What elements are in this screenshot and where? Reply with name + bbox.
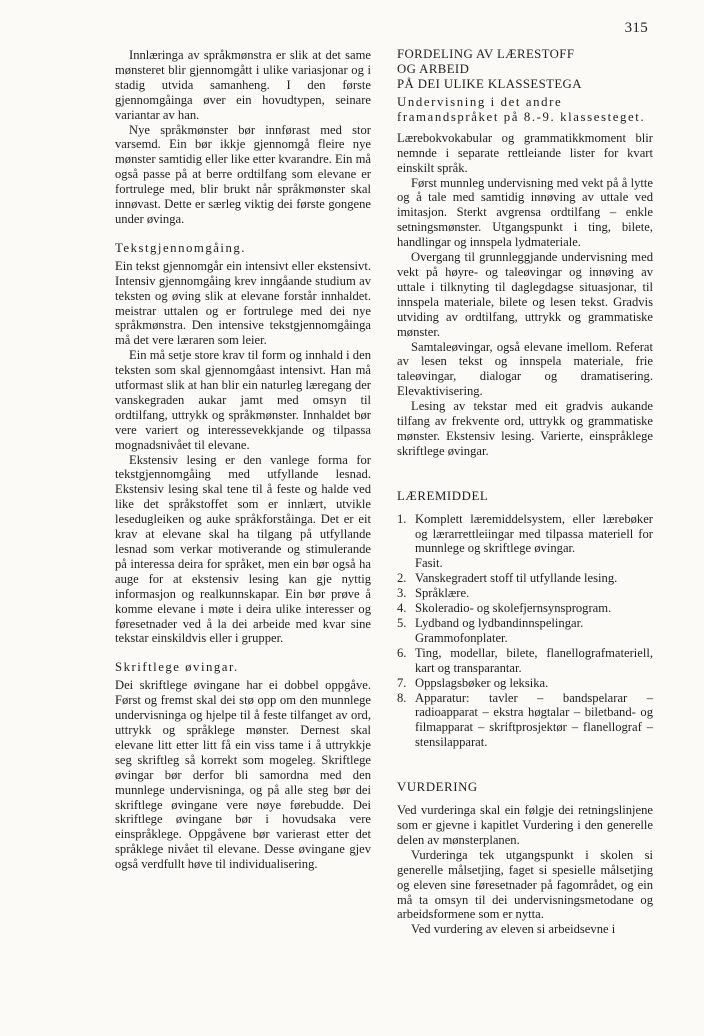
distribution-heading-line-2: OG ARBEID [397, 62, 470, 76]
text-section-paragraph-1: Ein tekst gjennomgår ein intensivt eller ekstensivt. Intensiv gjennomgåing krev inngåande studium av teksten og øving slik at elevane forstår innhaldet. meistrar uttalen og er fortrulege med dei nye språkmønstra. Den intensive tekstgjennomgåinga må det vere læraren som leier. [115, 258, 371, 348]
writing-section-heading: Skriftlege øvingar. [115, 660, 239, 675]
materials-list [397, 512, 653, 751]
list-item-text: Skoleradio- og skolefjernsynsprogram. [415, 601, 612, 616]
text-section-paragraph-3: Ekstensiv lesing er den vanlege forma for tekstgjennomgåing med utfyllande lesnad. Ekstensiv lesing skal tene til å feste og halde ved like det språkstoffet som er innlært, utvikle lesedugleiken og auke språkforståinga. Det er eit krav at elevane skal ha tilgang på utfyllande lesnad som verkar motiverande og stimulerande på interessa deira for språket, men ein bør også ha auge for at ekstensiv lesing kan gje nyttig informasjon og realkunnskapar. Ein bør prøve å komme elevane i møte i deira ulike interesser og føresetnader ved å la dei arbeide med kvar sine tekstar einskildvis eller i grupper. [115, 452, 371, 646]
distribution-paragraph-5: Lesing av tekstar med eit gradvis aukande tilfang av frekvente ord, uttrykk og grammatiske mønster. Ekstensiv lesing. Varierte, einspråklege skriftlege øvingar. [397, 399, 653, 458]
list-item [397, 676, 653, 691]
list-item [397, 601, 653, 616]
list-item-subtext: Grammofonplater. [415, 630, 508, 645]
list-item-text: Vanskegradert stoff til utfyllande lesing. [415, 571, 618, 586]
list-item-text: Ting, modellar, bilete, flanellografmateriell, kart og transparantar. [415, 645, 653, 675]
list-item-number: 3. [397, 586, 407, 601]
list-item [397, 512, 653, 572]
list-item-text: Lydband og lydbandinnspelingar. [415, 616, 584, 630]
list-item [397, 646, 653, 676]
list-item-text: Språklære. [415, 586, 470, 601]
list-item-number: 6. [397, 645, 407, 660]
assessment-paragraph-1: Ved vurderinga skal ein følgje dei retningslinjene som er gjevne i kapitlet Vurdering i den generelle delen av mønsterplanen. [397, 803, 653, 847]
intro-paragraph-1: Innlæringa av språkmønstra er slik at det same mønsteret blir gjennomgått i ulike variasjonar og i stadig utvida samanheng. I den første gjennomgåinga øver ein hovudtypen, seinare variantar av han. [115, 48, 371, 122]
distribution-paragraph-4: Samtaleøvingar, også elevane imellom. Referat av lesen tekst og innspela materiale, frie taleøvingar, dialogar og dramatisering. Elevaktivisering. [397, 339, 653, 399]
list-item-number: 4. [397, 601, 407, 616]
list-item-text: Apparatur: tavler – bandspelarar – radioapparat – ekstra høgtalar – biletband- og filmapparat – skriftprosjektør – flanellograf – stensilapparat. [415, 690, 653, 750]
list-item-number: 2. [397, 571, 407, 586]
distribution-paragraph-2: Først munnleg undervisning med vekt på å lytte og å tale med samtidig innøving av uttale ved imitasjon. Sterkt avgrensa ordtilfang – enkle setningsmønster. Utgangspunkt i ting, bilete, handlingar og innspela lydmateriale. [397, 175, 653, 250]
list-item-number: 1. [397, 511, 407, 526]
list-item [397, 616, 653, 646]
distribution-lead: Undervisning i det andre framandspråket på 8.-9. klassesteget. [397, 95, 646, 124]
text-section-heading: Tekstgjennomgåing. [115, 240, 246, 255]
assessment-paragraph-2: Vurderinga tek utgangspunkt i skolen si generelle målsetjing, faget si spesielle målsetjing og eleven sine føresetnader på fagområdet, og ein må ta omsyn til dei undervisningsmetodane og arbeidsformene som er nytta. [397, 847, 653, 922]
list-item-subtext: Fasit. [415, 556, 443, 571]
list-item-text: Oppslagsbøker og leksika. [415, 675, 549, 690]
distribution-heading-line-1: FORDELING AV LÆRESTOFF [397, 47, 575, 61]
right-column [397, 48, 653, 937]
list-item-number: 5. [397, 616, 407, 630]
distribution-paragraph-1: Lærebokvokabular og grammatikkmoment blir nemnde i separate rettleiande lister for kvart einskilt språk. [397, 130, 653, 175]
distribution-heading-line-3: PÅ DEI ULIKE KLASSESTEGA [397, 77, 582, 91]
materials-heading: LÆREMIDDEL [397, 488, 489, 503]
distribution-paragraph-3: Overgang til grunnleggjande undervisning med vekt på høyre- og taleøvingar og innøving av uttale i tilknyting til daglegdagse situasjonar, til innspela materiale, bilete og lesen tekst. Gradvis utviding av ordtilfang, uttrykk og grammatiske mønster. [397, 250, 653, 339]
list-item-number: 8. [397, 690, 407, 705]
left-column [115, 48, 371, 872]
list-item [397, 691, 653, 751]
assessment-paragraph-3: Ved vurdering av eleven si arbeidsevne i [411, 922, 616, 937]
list-item [397, 586, 653, 601]
assessment-heading: VURDERING [397, 780, 478, 795]
page-number: 315 [624, 20, 648, 36]
intro-paragraph-2: Nye språkmønster bør innførast med stor varsemd. Ein bør ikkje gjennomgå fleire nye mønster samtidig eller like etter kvarandre. Ein må også passe på at berre ordtilfang som elevane er fortrulege med, blir brukt når språkmønster skal innøvast. Dette er særleg viktig dei første gongene under øvinga. [115, 122, 371, 226]
list-item-number: 7. [397, 675, 407, 690]
list-item-text: Komplett læremiddelsystem, eller lærebøker og lærarrettleiingar med tilpassa materiell for munnlege og skriftlege øvingar. [415, 511, 653, 556]
list-item [397, 571, 653, 586]
text-section-paragraph-2: Ein må setje store krav til form og innhald i den teksten som skal gjennomgåast intensivt. Han må utformast slik at han blir ein naturleg læregang der vanskegraden aukar jamt med omsyn til ordtilfang, uttrykk og språkmønster. Innhaldet bør vere variert og interessevekkjande og tilpassa mognadsnivået til elevane. [115, 348, 371, 452]
writing-section-paragraph-1: Dei skriftlege øvingane har ei dobbel oppgåve. Først og fremst skal dei stø opp om den munnlege undervisninga og hjelpe til å feste tilfanget av ord, uttrykk og språklege mønster. Dernest skal elevane litt etter litt få ein viss tame i å uttrykkje seg skriftleg så korrekt som mogeleg. Skriftlege øvingar bør derfor bli samordna med den munnlege undervisninga, og på alle steg bør dei skriftlege øvingane vere nøye førebudde. Dei skriftlege øvingane bør i hovudsaka vere einspråklege. Oppgåvene bør varierast etter det språklege nivået til elevane. Desse øvingane gjev også verdfullt høve til individualisering. [115, 678, 371, 872]
